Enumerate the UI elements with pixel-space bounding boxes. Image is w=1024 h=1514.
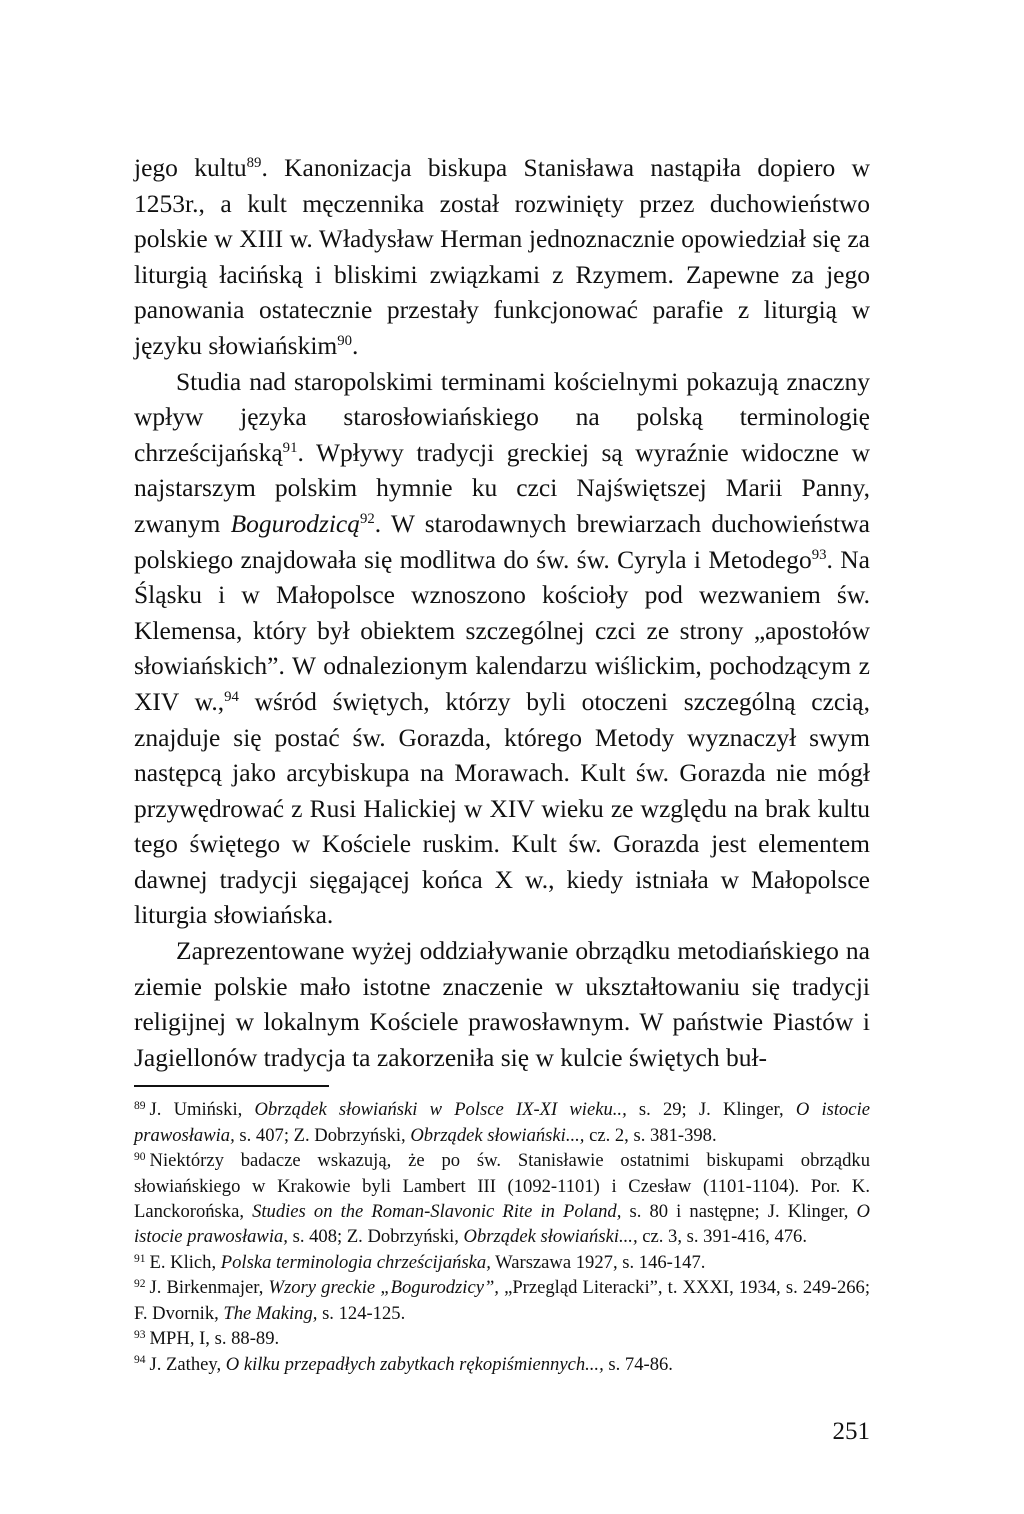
footnote: $^{94}$ J. Zathey, O kilku przepadłych zabytkach rękopiśmiennych..., s. 74-86. bbox=[134, 1353, 673, 1375]
paragraph: Zaprezentowane wyżej oddziaływanie obrządku metodiańskiego na ziemie polskie mało istotne znaczenie w ukształtowaniu się tradycji religijnej w lokalnym Kościele prawosławnym. W państwie Piastów i Jagiellonów tradycja ta zakorzeniła się w kulcie świętych buł- bbox=[134, 936, 870, 1072]
italic-title: O istocie prawosławia, bbox=[134, 1201, 870, 1248]
italic-title: Obrządek słowiański w Polsce IX-XI wieku.., bbox=[254, 1099, 627, 1121]
italic-title: Studies on the Roman-Slavonic Rite in Poland, bbox=[252, 1201, 622, 1223]
italic-title: O kilku przepadłych zabytkach rękopiśmiennych..., bbox=[225, 1353, 604, 1375]
italic-title: O istocie prawosławia, bbox=[134, 1099, 870, 1146]
footnote-marker: 89 bbox=[246, 154, 262, 171]
italic-title: Obrządek słowiański..., bbox=[410, 1124, 585, 1146]
footnote-marker: 91 bbox=[134, 1252, 146, 1265]
footnote-marker: 94 bbox=[134, 1354, 146, 1367]
italic-title: Polska terminologia chrześcijańska, bbox=[220, 1251, 491, 1273]
footnote-marker: 93 bbox=[811, 546, 827, 563]
italic-title: Obrządek słowiański..., bbox=[463, 1226, 638, 1248]
footnotes bbox=[134, 1097, 870, 1376]
footnote-marker: 94 bbox=[224, 688, 239, 705]
footnote-marker: 90 bbox=[134, 1150, 146, 1163]
paragraph: jego kultu$^{89}$. Kanonizacja biskupa Stanisława nastąpiła dopiero w 1253r., a kult męczennika został rozwinięty przez duchowieństwo polskie w XIII w. Władysław Herman jednoznacznie opowiedział się za liturgią łacińską i bliskimi związkami z Rzymem. Zapewne za jego panowania ostatecznie przestały funkcjonować parafie z liturgią w języku słowiańskim$^{90}$. bbox=[134, 153, 870, 360]
footnote: $^{89}$ J. Umiński, Obrządek słowiański w Polsce IX-XI wieku.., s. 29; J. Klinger, O istocie prawosławia, s. 407; Z. Dobrzyński, Obrządek słowiański..., cz. 2, s. 381-398. bbox=[134, 1099, 870, 1146]
footnote-marker: 89 bbox=[134, 1100, 146, 1113]
page-number: 251 bbox=[832, 1418, 870, 1445]
italic-title: Wzory greckie „Bogurodzicy”, bbox=[268, 1277, 499, 1299]
italic-title: Bogurodzicą bbox=[230, 508, 360, 538]
footnote-marker: 92 bbox=[134, 1277, 146, 1290]
footnote: $^{90}$ Niektórzy badacze wskazują, że po św. Stanisławie ostatnimi biskupami obrządku słowiańskiego w Krakowie byli Lambert III (1092-1101) i Czesław (1101-1104). Por. K. Lanckorońska, Studies on the Roman-Slavonic Rite in Poland, s. 80 i następne; J. Klinger, O istocie prawosławia, s. 408; Z. Dobrzyński, Obrządek słowiański..., cz. 3, s. 391-416, 476. bbox=[134, 1150, 870, 1248]
main-text bbox=[134, 150, 870, 1075]
footnote-marker: 93 bbox=[134, 1328, 146, 1341]
footnote: $^{91}$ E. Klich, Polska terminologia chrześcijańska, Warszawa 1927, s. 146-147. bbox=[134, 1251, 706, 1273]
footnote: $^{92}$ J. Birkenmajer, Wzory greckie „Bogurodzicy”, „Przegląd Literacki”, t. XXXI, 1934, s. 249-266; F. Dvornik, The Making, s. 124-125. bbox=[134, 1277, 870, 1324]
footnote-marker: 90 bbox=[337, 332, 353, 349]
italic-title: The Making, bbox=[223, 1302, 318, 1324]
page-content bbox=[134, 150, 870, 1377]
paragraph: Studia nad staropolskimi terminami kościelnymi pokazują znaczny wpływ języka starosłowiańskiego na polską terminologię chrześcijańską$^{91}$. Wpływy tradycji greckiej są wyraźnie widoczne w najstarszym polskim hymnie ku czci Najświętszej Marii Panny, zwanym Bogurodzicą$^{92}$. W starodawnych brewiarzach duchowieństwa polskiego znajdowała się modlitwa do św. św. Cyryla i Metodego$^{93}$. Na Śląsku i w Małopolsce wznoszono kościoły pod wezwaniem św. Klemensa, który był obiektem szczególnej czci ze strony „apostołów słowiańskich”. W odnalezionym kalendarzu wiślickim, pochodzącym z XIV w.,$^{94}$ wśród świętych, którzy byli otoczeni szczególną czcią, znajduje się postać św. Gorazda, którego Metody wyznaczył swym następcą jako arcybiskupa na Morawach. Kult św. Gorazda nie mógł przywędrować z Rusi Halickiej w XIV wieku ze względu na brak kultu tego świętego w Kościele ruskim. Kult św. Gorazda jest elementem dawnej tradycji sięgającej końca X w., kiedy istniała w Małopolsce liturgia słowiańska. bbox=[134, 366, 870, 930]
footnote-separator bbox=[134, 1085, 329, 1087]
footnote: $^{93}$ MPH, I, s. 88-89. bbox=[134, 1328, 280, 1350]
footnote-marker: 91 bbox=[282, 439, 298, 456]
footnote-marker: 92 bbox=[360, 510, 375, 527]
